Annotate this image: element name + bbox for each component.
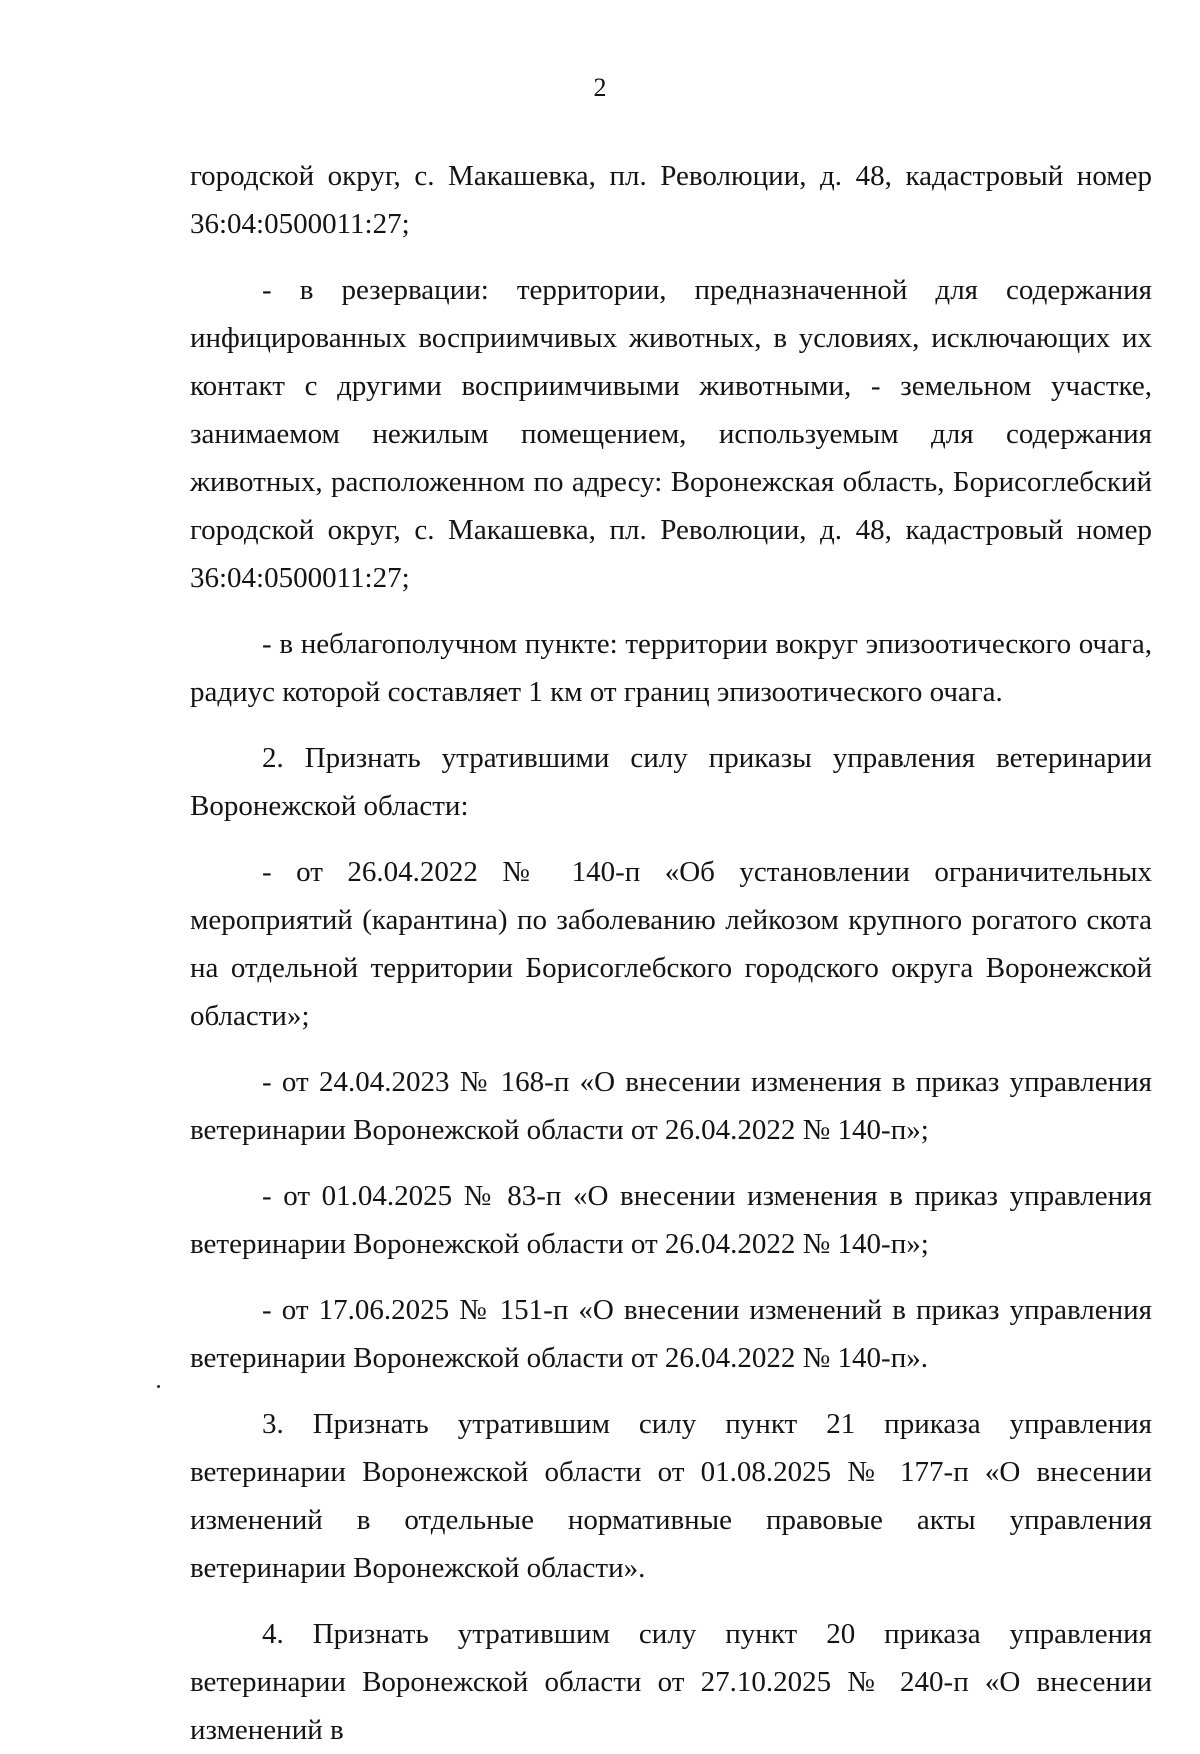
scan-speck (157, 1385, 160, 1388)
paragraph-address-continuation: городской округ, с. Макашевка, пл. Революции, д. 48, кадастровый номер 36:04:0500011:27; (190, 160, 1152, 240)
paragraph-order-168: - от 24.04.2023 № 168-п «О внесении изменения в приказ управления ветеринарии Воронежской области от 26.04.2022 № 140-п»; (190, 1066, 1152, 1146)
paragraph-item-3: 3. Признать утратившим силу пункт 21 приказа управления ветеринарии Воронежской области от 01.08.2025 № 177-п «О внесении изменений в отдельные нормативные правовые акты управления ветеринарии Воронежской области». (190, 1408, 1152, 1584)
document-body (190, 152, 1152, 1754)
page-number: 2 (593, 73, 607, 102)
paragraph-order-83: - от 01.04.2025 № 83-п «О внесении изменения в приказ управления ветеринарии Воронежской области от 26.04.2022 № 140-п»; (190, 1180, 1152, 1260)
paragraph-order-151: - от 17.06.2025 № 151-п «О внесении изменений в приказ управления ветеринарии Воронежской области от 26.04.2022 № 140-п». (190, 1294, 1152, 1374)
paragraph-item-2: 2. Признать утратившими силу приказы управления ветеринарии Воронежской области: (190, 742, 1152, 822)
paragraph-order-140: - от 26.04.2022 № 140-п «Об установлении ограничительных мероприятий (карантина) по заболеванию лейкозом крупного рогатого скота на отдельной территории Борисоглебского городского округа Воронежской области»; (190, 856, 1152, 1032)
paragraph-reservation: - в резервации: территории, предназначенной для содержания инфицированных восприимчивых животных, в условиях, исключающих их контакт с другими восприимчивыми животными, - земельном участке, занимаемом нежилым помещением, используемым для содержания животных, расположенном по адресу: Воронежская область, Борисоглебский городской округ, с. Макашевка, пл. Революции, д. 48, кадастровый номер 36:04:0500011:27; (190, 274, 1152, 594)
paragraph-unfavorable-point: - в неблагополучном пункте: территории вокруг эпизоотического очага, радиус которой составляет 1 км от границ эпизоотического очага. (190, 628, 1152, 708)
paragraph-item-4: 4. Признать утратившим силу пункт 20 приказа управления ветеринарии Воронежской области от 27.10.2025 № 240-п «О внесении изменений в (190, 1618, 1152, 1746)
